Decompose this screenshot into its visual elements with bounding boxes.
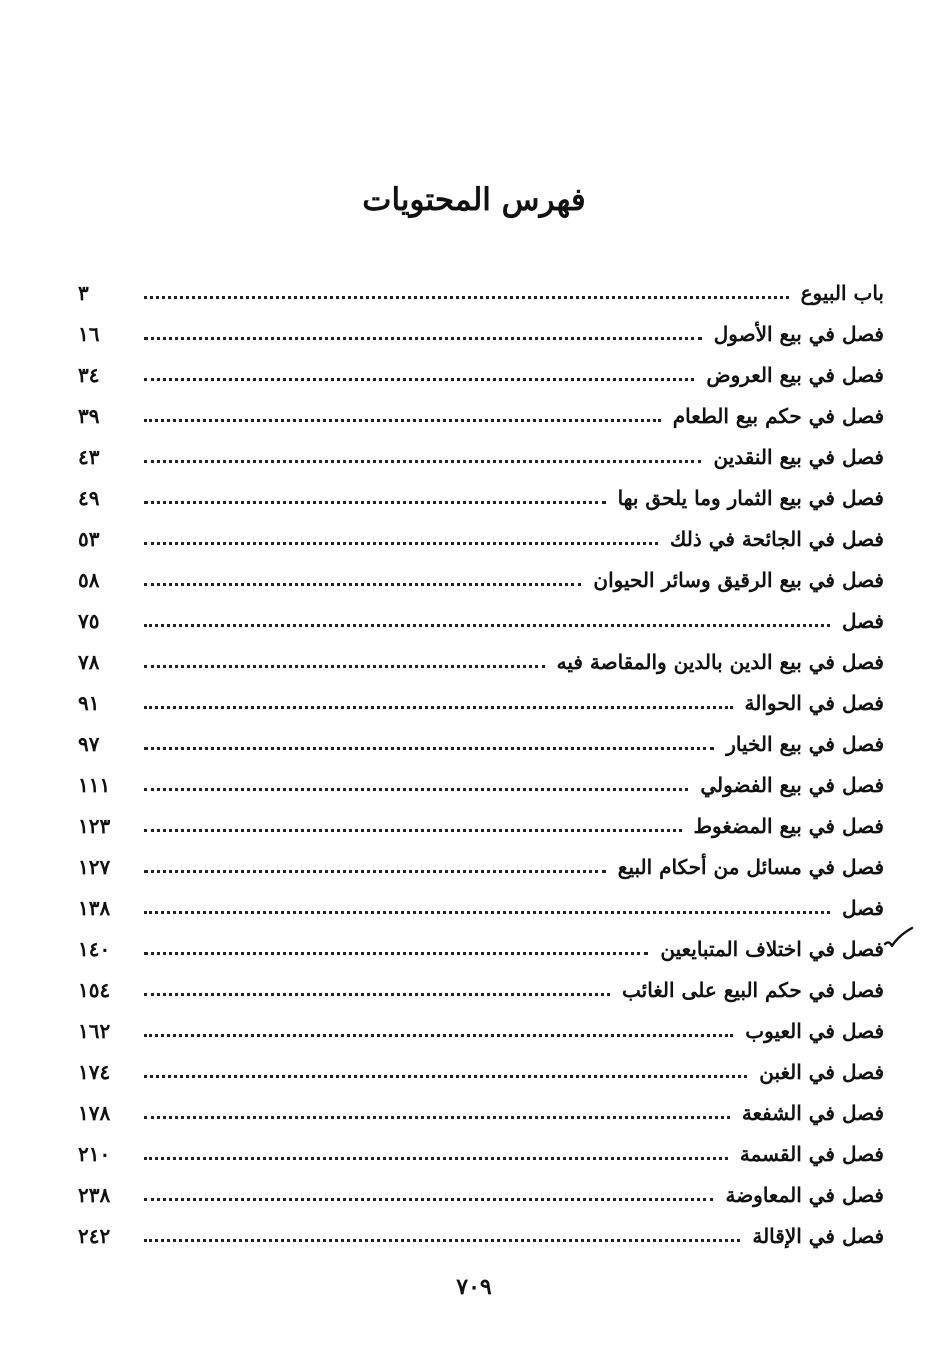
entry-page-number: ٢١٠ — [78, 1141, 111, 1166]
toc-entry[interactable] — [78, 1010, 884, 1051]
entry-page-number: ٢٣٨ — [78, 1182, 111, 1207]
toc-entry[interactable] — [78, 846, 884, 887]
toc-entry[interactable] — [78, 723, 884, 764]
entry-page-number: ١٧٤ — [78, 1059, 111, 1084]
entry-title: فصل — [841, 608, 884, 633]
toc-entry[interactable] — [78, 600, 884, 641]
entry-page-number: ٥٣ — [78, 526, 100, 551]
dot-leader — [144, 1198, 713, 1201]
toc-entry[interactable] — [78, 682, 884, 723]
entry-page-number: ٩١ — [78, 690, 100, 715]
dot-leader — [144, 1157, 728, 1160]
toc-entry[interactable] — [78, 477, 884, 518]
entry-page-number: ٧٨ — [78, 649, 100, 674]
entry-title: فصل في بيع الخيار — [726, 731, 884, 756]
toc-entry[interactable] — [78, 1215, 884, 1256]
dot-leader — [144, 378, 694, 381]
entry-page-number: ٣٩ — [78, 403, 100, 428]
dot-leader — [144, 460, 701, 463]
toc-entry[interactable] — [78, 518, 884, 559]
entry-title: فصل في بيع الرقيق وسائر الحيوان — [593, 567, 884, 592]
entry-title: فصل في الشفعة — [741, 1100, 884, 1125]
dot-leader — [144, 296, 789, 299]
entry-title: فصل في الغبن — [759, 1059, 884, 1084]
toc-entry[interactable] — [78, 887, 884, 928]
dot-leader — [144, 1239, 740, 1242]
entry-page-number: ٣ — [78, 280, 89, 305]
dot-leader — [144, 911, 830, 914]
entry-title: فصل في الحوالة — [744, 690, 884, 715]
entry-title: فصل في بيع الفضولي — [700, 772, 884, 797]
toc-entry[interactable] — [78, 1092, 884, 1133]
dot-leader — [144, 1034, 733, 1037]
entry-title: فصل في المعاوضة — [725, 1182, 884, 1207]
entry-page-number: ٧٥ — [78, 608, 100, 633]
page-title: فهرس المحتويات — [362, 182, 586, 218]
dot-leader — [144, 870, 606, 873]
entry-page-number: ١٥٤ — [78, 977, 111, 1002]
entry-title: فصل — [841, 895, 884, 920]
entry-page-number: ١٢٣ — [78, 813, 111, 838]
toc-entry[interactable] — [78, 272, 884, 313]
entry-title: فصل في مسائل من أحكام البيع — [617, 854, 884, 879]
entry-title: فصل في بيع المضغوط — [693, 813, 884, 838]
entry-page-number: ٤٩ — [78, 485, 100, 510]
entry-title: فصل في اختلاف المتبايعين — [660, 936, 884, 961]
dot-leader — [144, 829, 682, 832]
entry-title: فصل في بيع النقدين — [713, 444, 884, 469]
toc-entry[interactable] — [78, 764, 884, 805]
entry-title: فصل في الجائحة في ذلك — [669, 526, 884, 551]
entry-page-number: ١٦٢ — [78, 1018, 111, 1043]
toc-entry[interactable] — [78, 1051, 884, 1092]
dot-leader — [144, 747, 714, 750]
table-of-contents — [78, 272, 884, 1256]
entry-page-number: ٣٤ — [78, 362, 100, 387]
entry-title: فصل في بيع العروض — [706, 362, 884, 387]
toc-entry[interactable] — [78, 436, 884, 477]
entry-title: فصل في بيع الأصول — [713, 321, 884, 346]
entry-page-number: ٤٣ — [78, 444, 100, 469]
toc-entry[interactable] — [78, 559, 884, 600]
entry-page-number: ١٧٨ — [78, 1100, 111, 1125]
dot-leader — [144, 337, 702, 340]
entry-title: فصل في حكم البيع على الغائب — [621, 977, 884, 1002]
entry-page-number: ١٢٧ — [78, 854, 111, 879]
entry-page-number: ٩٧ — [78, 731, 100, 756]
dot-leader — [144, 665, 545, 668]
entry-title: باب البيوع — [800, 280, 884, 305]
entry-title: فصل في بيع الثمار وما يلحق بها — [617, 485, 884, 510]
entry-title: فصل في القسمة — [739, 1141, 884, 1166]
toc-entry[interactable] — [78, 641, 884, 682]
toc-entry[interactable] — [78, 1133, 884, 1174]
entry-page-number: ١٤٠ — [78, 936, 111, 961]
dot-leader — [144, 993, 610, 996]
dot-leader — [144, 952, 648, 955]
dot-leader — [144, 624, 830, 627]
entry-title: فصل في بيع الدين بالدين والمقاصة فيه — [556, 649, 884, 674]
toc-entry[interactable] — [78, 805, 884, 846]
entry-page-number: ٢٤٢ — [78, 1223, 111, 1248]
entry-title: فصل في حكم بيع الطعام — [672, 403, 884, 428]
dot-leader — [144, 1075, 747, 1078]
toc-entry[interactable] — [78, 969, 884, 1010]
entry-page-number: ١٦ — [78, 321, 100, 346]
entry-title: فصل في العيوب — [745, 1018, 884, 1043]
toc-entry[interactable] — [78, 395, 884, 436]
entry-page-number: ١١١ — [78, 772, 111, 797]
page-number: ٧٠٩ — [456, 1274, 492, 1300]
toc-entry[interactable] — [78, 354, 884, 395]
handwritten-check-icon — [882, 924, 918, 952]
dot-leader — [144, 501, 606, 504]
dot-leader — [144, 542, 658, 545]
dot-leader — [144, 583, 581, 586]
entry-page-number: ٥٨ — [78, 567, 100, 592]
toc-entry[interactable] — [78, 1174, 884, 1215]
entry-title: فصل في الإقالة — [752, 1223, 884, 1248]
dot-leader — [144, 706, 733, 709]
entry-page-number: ١٣٨ — [78, 895, 111, 920]
toc-entry[interactable] — [78, 313, 884, 354]
toc-entry[interactable] — [78, 928, 884, 969]
dot-leader — [144, 1116, 730, 1119]
dot-leader — [144, 419, 661, 422]
dot-leader — [144, 788, 688, 791]
